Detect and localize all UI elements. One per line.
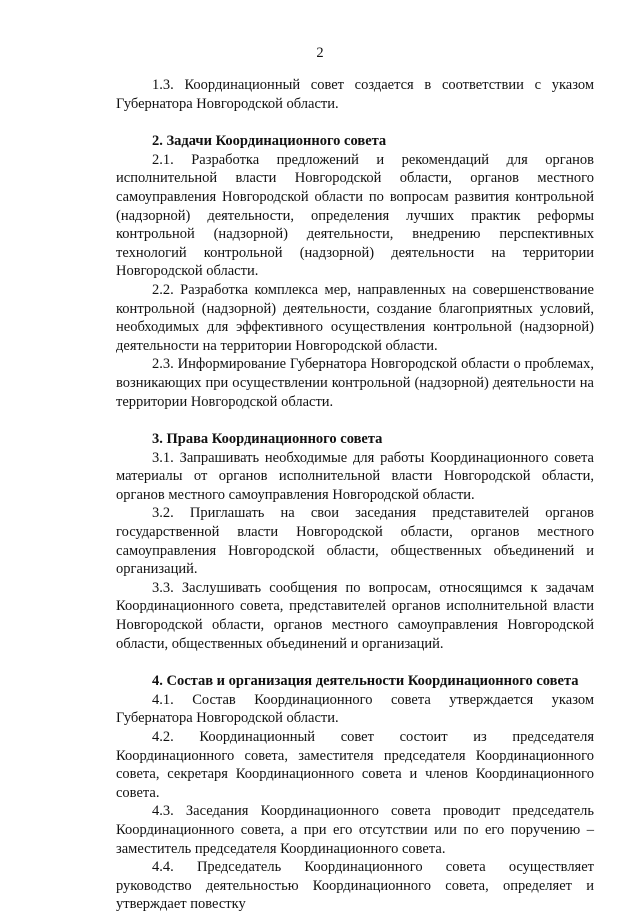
section-gap (116, 113, 594, 132)
paragraph-3-2: 3.2. Приглашать на свои заседания представителей органов государственной власти Новгородской области, органов местного самоуправления Новгородской области, общественных объединений и организаций. (116, 505, 594, 578)
section-gap (116, 653, 594, 672)
paragraph-4-4: 4.4. Председатель Координационного совета осуществляет руководство деятельностью Координационного совета, определяет и утверждает повестку (116, 859, 594, 913)
section-heading-3: 3. Права Координационного совета (152, 431, 383, 448)
paragraph-4-3: 4.3. Заседания Координационного совета проводит председатель Координационного совета, а при его отсутствии или по его поручению – заместитель председателя Координационного совета. (116, 803, 594, 857)
paragraph-2-3: 2.3. Информирование Губернатора Новгородской области о проблемах, возникающих при осуществлении контрольной (надзорной) деятельности на территории Новгородской области. (116, 356, 594, 410)
paragraph-4-2: 4.2. Координационный совет состоит из председателя Координационного совета, заместителя председателя Координационного совета, секретаря Координационного совета и членов Координационного совета. (116, 729, 594, 801)
paragraph-4-1: 4.1. Состав Координационного совета утверждается указом Губернатора Новгородской области. (116, 691, 594, 727)
paragraph-2-1: 2.1. Разработка предложений и рекомендаций для органов исполнительной власти Новгородской области, органов местного самоуправления Новгородской области по вопросам развития контрольной (надзорной) деятельности, определения лучших практик реформы контрольной (надзорной) деятельности, внедрению перспективных технологий контрольной (надзорной) деятельности на территории Новгородской области. (116, 151, 594, 280)
paragraph-3-1: 3.1. Запрашивать необходимые для работы Координационного совета материалы от органов исполнительной власти Новгородской области, органов местного самоуправления Новгородской области. (116, 449, 594, 503)
section-heading-4: 4. Состав и организация деятельности Координационного совета (152, 673, 579, 690)
paragraph-1-3: 1.3. Координационный совет создается в соответствии с указом Губернатора Новгородской области. (116, 77, 594, 112)
page-number: 2 (316, 45, 324, 61)
paragraph-2-2: 2.2. Разработка комплекса мер, направленных на совершенствование контрольной (надзорной) деятельности, создание благоприятных условий, необходимых для эффективного осуществления контрольной (надзорной) деятельности на территории Новгородской области. (116, 281, 594, 354)
section-gap (116, 411, 594, 430)
document-body (116, 76, 594, 914)
paragraph-3-3: 3.3. Заслушивать сообщения по вопросам, относящимся к задачам Координационного совета, представителей органов исполнительной власти Новгородской области, органов местного самоуправления Новгородской области, общественных объединений и организаций. (116, 579, 594, 652)
section-heading-2: 2. Задачи Координационного совета (152, 133, 387, 150)
